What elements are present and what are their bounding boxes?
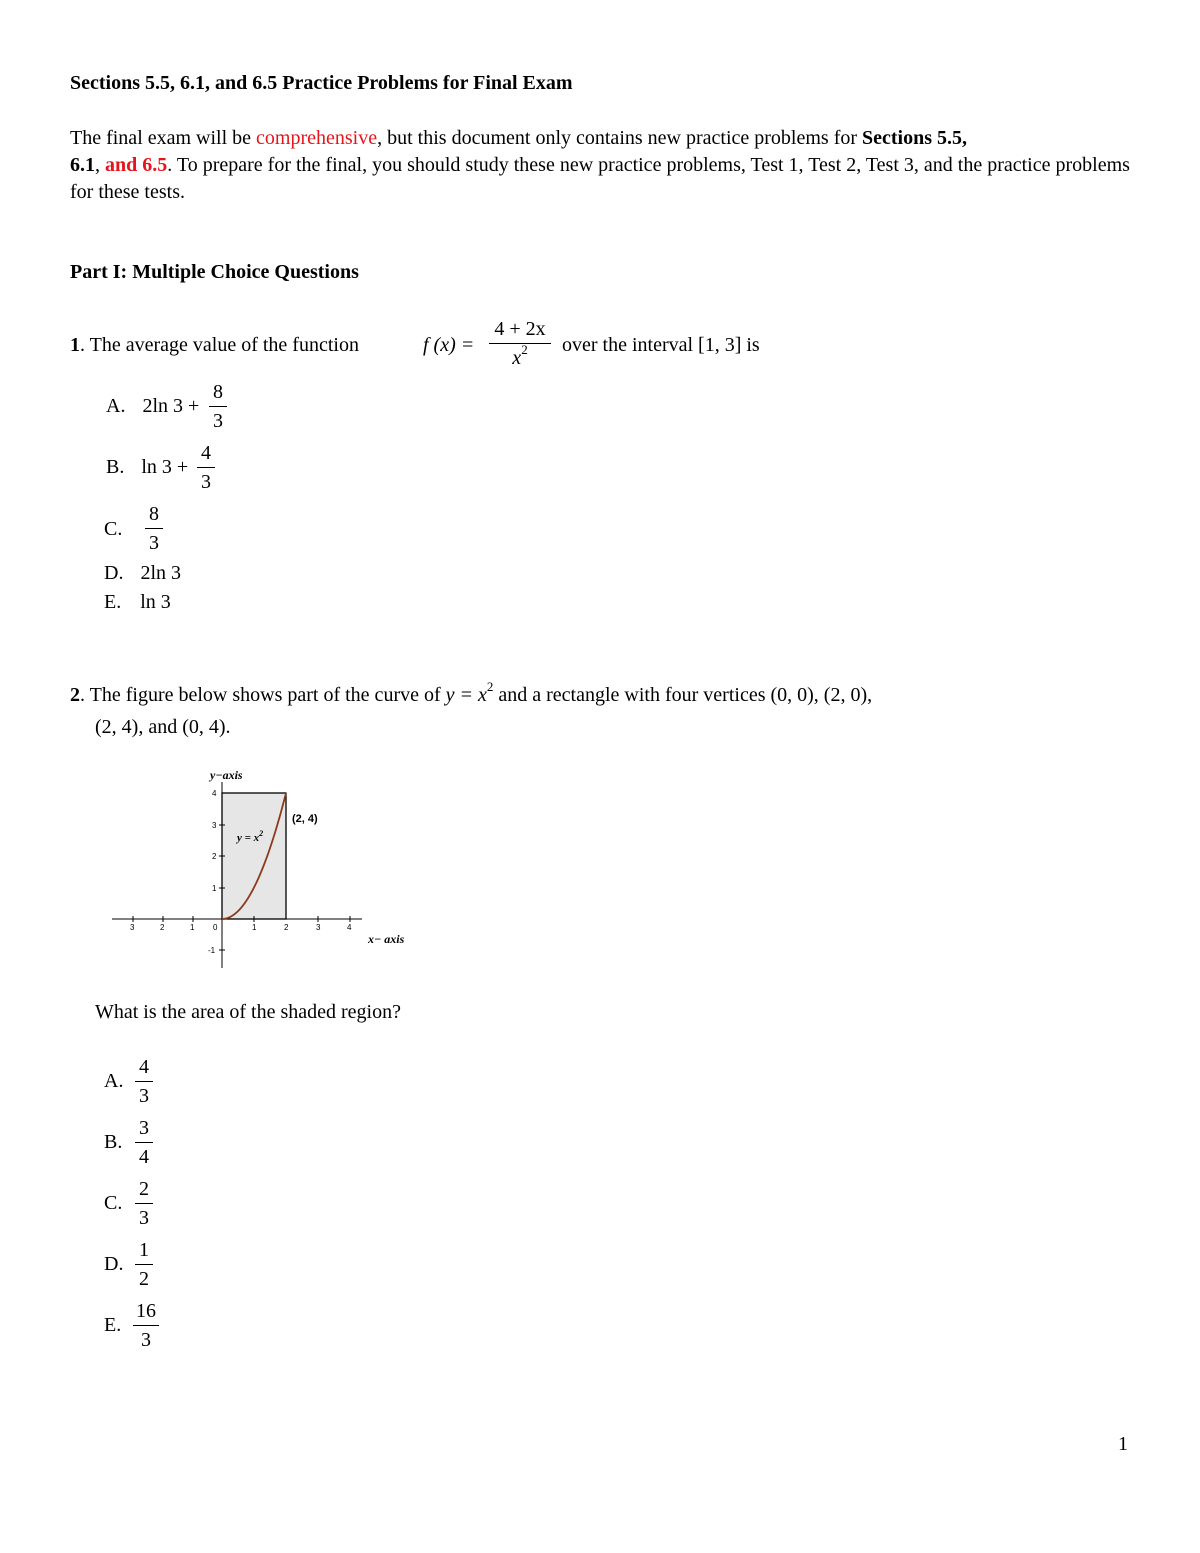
point-label: (2, 4) [292, 813, 318, 825]
q1-option-e-letter: E. [104, 591, 122, 613]
q1-option-d-text: 2ln 3 [140, 562, 182, 584]
q2-stem [70, 679, 873, 707]
q1-option-c-letter: C. [104, 518, 123, 540]
q2-option-a-fraction [135, 1056, 153, 1107]
q2-option-a-letter: A. [104, 1070, 124, 1092]
q2-option-a[interactable] [104, 1070, 123, 1093]
q2-option-d-letter: D. [104, 1253, 124, 1275]
intro-and-65: and 6.5 [105, 154, 168, 176]
q2-option-b-num: 3 [139, 1117, 149, 1139]
q2-option-c-den: 3 [139, 1207, 149, 1229]
x-tick-label: 4 [347, 923, 352, 932]
q2-option-e-letter: E. [104, 1314, 122, 1336]
q1-option-b-letter: B. [106, 456, 125, 478]
q1-option-c-fraction [145, 503, 163, 554]
x-axis-label: x− axis [368, 932, 405, 946]
intro-paragraph [70, 125, 1150, 206]
q1-func-lhs-text: f (x) = [423, 334, 475, 356]
q2-option-b[interactable] [104, 1131, 122, 1154]
q2-number: 2 [70, 684, 80, 706]
x-tick-label: 3 [130, 923, 135, 932]
y-axis-label: y−axis [210, 768, 243, 782]
q2-curve: y = x [445, 684, 487, 706]
q2-stem-line2: (2, 4), and (0, 4). [95, 716, 231, 738]
q1-option-e-text: ln 3 [140, 591, 171, 613]
q2-option-d-fraction [135, 1239, 153, 1290]
y-tick-label: -1 [208, 946, 216, 955]
q1-option-c[interactable] [104, 518, 122, 541]
q2-option-d-num: 1 [139, 1239, 149, 1261]
q1-option-a-den: 3 [213, 410, 223, 432]
page-number: 1 [1118, 1433, 1128, 1455]
y-tick-label: 3 [212, 821, 217, 830]
q2-option-b-den: 4 [139, 1146, 149, 1168]
q2-option-c[interactable] [104, 1192, 122, 1215]
q1-option-b-fraction [197, 442, 215, 493]
area-figure [100, 760, 440, 975]
q1-stem [70, 334, 359, 357]
q1-option-d[interactable] [104, 562, 181, 585]
y-tick-label: 1 [212, 884, 217, 893]
y-tick-label: 2 [212, 852, 217, 861]
q1-option-a-fraction [209, 381, 227, 432]
q1-option-c-num: 8 [149, 503, 159, 525]
intro-text-1: The final exam will be [70, 127, 257, 149]
document-title: Sections 5.5, 6.1, and 6.5 Practice Problems for Final Exam [70, 72, 573, 94]
q1-func-lhs [423, 334, 474, 357]
q2-option-b-letter: B. [104, 1131, 123, 1153]
q2-option-c-letter: C. [104, 1192, 123, 1214]
x-tick-label: 0 [213, 923, 218, 932]
intro-text-8: . To prepare for the final, you should study these new practice problems, Test 1, Test 2, Test 3, and the practice problems for these tests. [70, 154, 1130, 203]
x-tick-label: 2 [284, 923, 289, 932]
q2-option-e-fraction [133, 1300, 159, 1351]
intro-text-3: , but this document only contains new practice problems for [377, 127, 863, 149]
q2-option-c-num: 2 [139, 1178, 149, 1200]
intro-comprehensive: comprehensive [256, 127, 378, 149]
q1-text-after: over the interval [1, 3] is [562, 334, 760, 356]
q2-option-a-num: 4 [139, 1056, 149, 1078]
x-tick-label: 2 [160, 923, 165, 932]
intro-sections: Sections 5.5, [862, 127, 968, 149]
q1-option-b-num: 4 [201, 442, 211, 464]
intro-comma: , [95, 154, 105, 176]
part-heading: Part I: Multiple Choice Questions [70, 261, 359, 283]
q2-option-e-den: 3 [141, 1329, 151, 1351]
q2-option-c-fraction [135, 1178, 153, 1229]
q2-option-a-den: 3 [139, 1085, 149, 1107]
q1-func-den: $x^2$ [512, 342, 528, 369]
q2-option-e-num: 16 [136, 1300, 156, 1322]
q1-option-b-den: 3 [201, 471, 211, 493]
q1-option-a-letter: A. [106, 395, 126, 417]
q1-option-b-prefix: ln 3 + [141, 456, 189, 478]
x-tick-label: 1 [252, 923, 257, 932]
y-tick-label: 4 [212, 789, 217, 798]
q2-option-e[interactable] [104, 1314, 121, 1337]
q1-option-a-num: 8 [213, 381, 223, 403]
q2-text-before: . The figure below shows part of the curve of [80, 684, 446, 706]
curve-label: $y = x^2$ [237, 829, 264, 844]
q1-func-fraction [489, 318, 551, 369]
q2-text-after: and a rectangle with four vertices (0, 0), (2, 0), [493, 684, 873, 706]
q1-option-d-letter: D. [104, 562, 124, 584]
q1-func-num: 4 + 2x [494, 318, 546, 340]
q1-option-c-den: 3 [149, 532, 159, 554]
shaded-region [222, 793, 286, 919]
q2-option-d-den: 2 [139, 1268, 149, 1290]
q2-curve-exp: 2 [486, 679, 494, 694]
q1-option-e[interactable] [104, 591, 171, 614]
q2-question: What is the area of the shaded region? [95, 1001, 401, 1023]
intro-section-61: 6.1 [70, 154, 95, 176]
x-tick-label: 1 [190, 923, 195, 932]
q1-number: 1 [70, 334, 80, 356]
q1-option-a[interactable] [106, 395, 199, 418]
q2-option-d[interactable] [104, 1253, 123, 1276]
q2-option-b-fraction [135, 1117, 153, 1168]
q1-option-a-prefix: 2ln 3 + [142, 395, 200, 417]
x-tick-label: 3 [316, 923, 321, 932]
q1-option-b[interactable] [106, 456, 188, 479]
q1-text: . The average value of the function [80, 334, 359, 356]
